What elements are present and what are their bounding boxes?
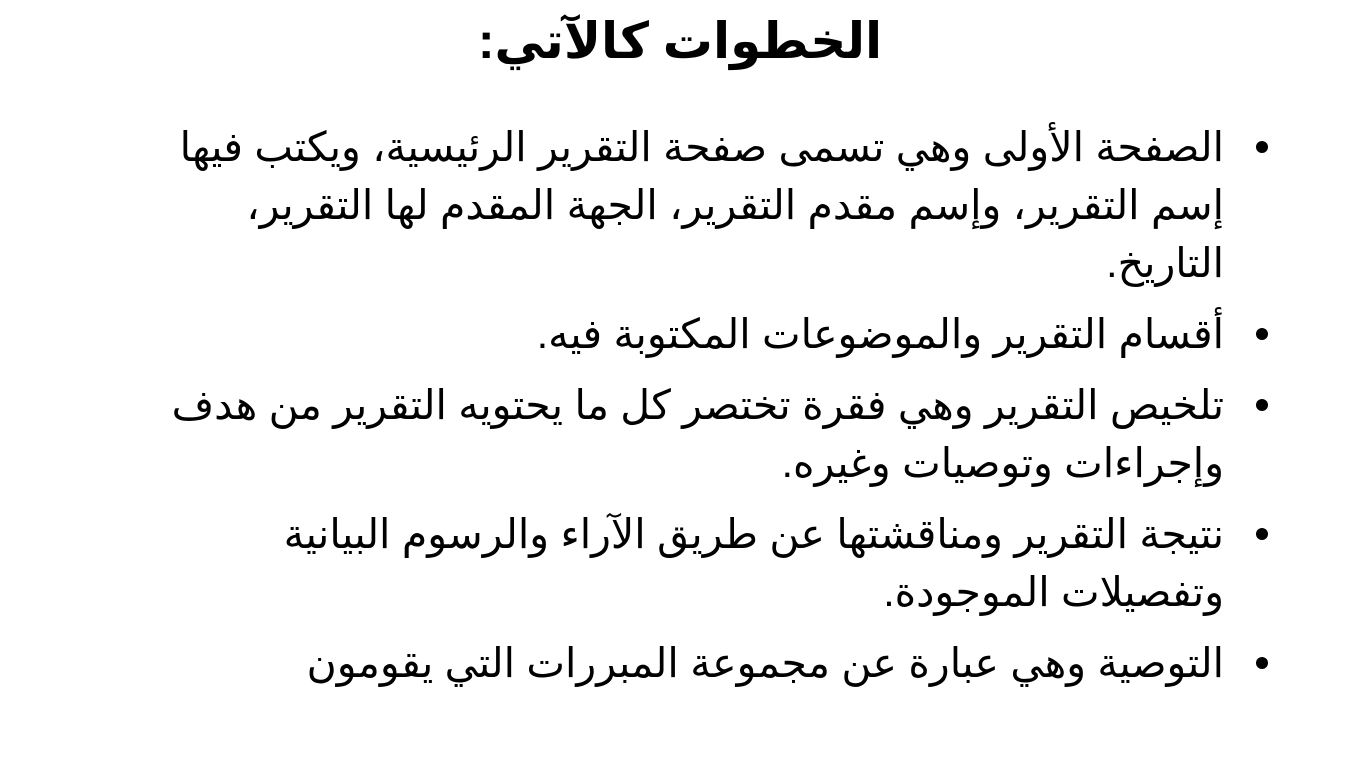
bullet-text: الصفحة الأولى وهي تسمى صفحة التقرير الرئيسية، ويكتب فيها إسم التقرير، وإسم مقدم التقرير، الجهة المقدم لها التقرير، التاريخ. [179,124,1224,286]
bullet-item [128,118,1268,292]
bullet-list [128,118,1268,705]
bullet-item [128,634,1268,692]
bullet-text: التوصية وهي عبارة عن مجموعة المبررات التي يقومون [306,640,1224,686]
bullet-text: أقسام التقرير والموضوعات المكتوبة فيه. [536,311,1224,357]
bullet-text: تلخيص التقرير وهي فقرة تختصر كل ما يحتويه التقرير من هدف وإجراءات وتوصيات وغيره. [171,382,1224,486]
bullet-item [128,376,1268,492]
slide-title: الخطوات كالآتي: [477,13,883,69]
bullet-dot-icon [1256,399,1268,411]
bullet-item [128,305,1268,363]
bullet-dot-icon [1256,657,1268,669]
bullet-dot-icon [1256,528,1268,540]
bullet-text: نتيجة التقرير ومناقشتها عن طريق الآراء والرسوم البيانية وتفصيلات الموجودة. [283,511,1224,615]
bullet-dot-icon [1256,141,1268,153]
bullet-dot-icon [1256,328,1268,340]
bullet-item [128,505,1268,621]
